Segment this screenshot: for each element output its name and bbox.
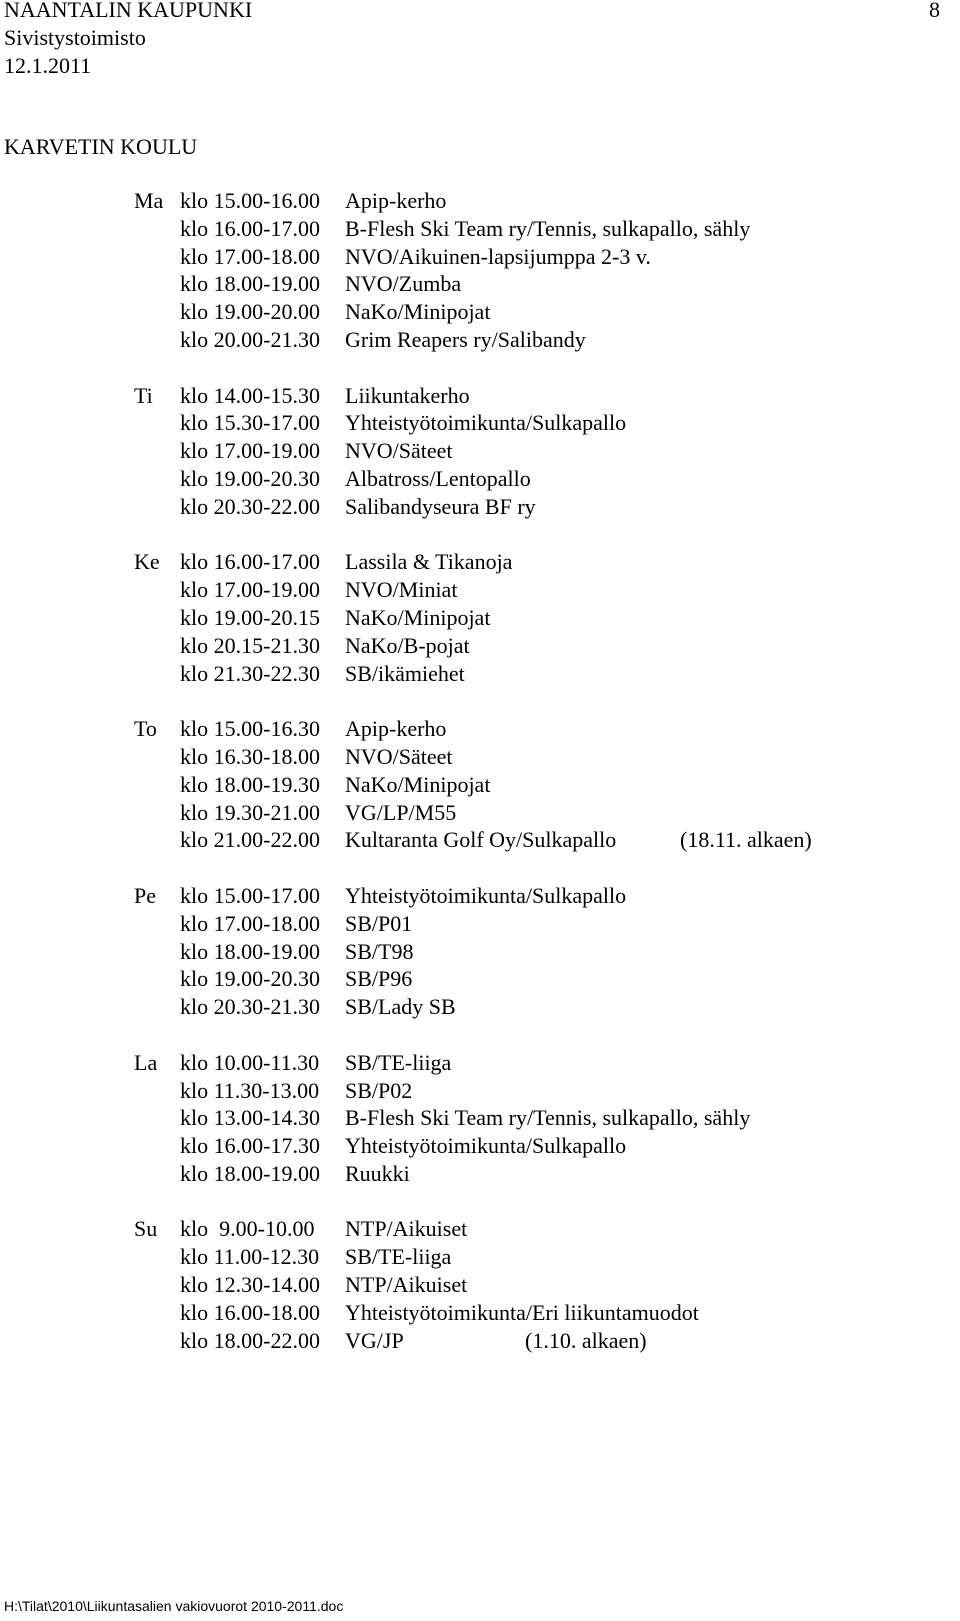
time-slot: klo 12.30-14.00 — [180, 1272, 320, 1298]
schedule-row — [0, 1271, 960, 1299]
time-slot: klo 10.00-11.30 — [180, 1049, 320, 1075]
schedule-row — [0, 771, 960, 799]
file-path-footer: H:\Tilat\2010\Liikuntasalien vakiovuorot 2010-2011.doc — [4, 1598, 344, 1614]
activity-name: Ruukki — [345, 1160, 410, 1186]
day-block — [0, 548, 960, 687]
schedule-row — [0, 993, 960, 1021]
activity-name: NaKo/Minipojat — [345, 299, 491, 325]
activity-name: SB/P02 — [345, 1077, 413, 1103]
activity-name: Yhteistyötoimikunta/Sulkapallo — [345, 882, 627, 908]
activity-name: SB/TE-liiga — [345, 1049, 452, 1075]
activity-name: SB/Lady SB — [345, 994, 456, 1020]
schedule-row — [0, 826, 960, 854]
activity-name: SB/P96 — [345, 966, 413, 992]
activity-name: NTP/Aikuiset — [345, 1216, 468, 1242]
time-slot: klo 16.00-17.00 — [180, 215, 320, 241]
day-block — [0, 715, 960, 854]
day-label: Ti — [134, 382, 153, 408]
schedule-row — [0, 799, 960, 827]
schedule-row — [0, 1104, 960, 1132]
schedule-row — [0, 270, 960, 298]
activity-name: NaKo/B-pojat — [345, 632, 470, 658]
time-slot: klo 16.00-17.30 — [180, 1133, 320, 1159]
day-block — [0, 882, 960, 1021]
day-label: To — [134, 716, 157, 742]
time-slot: klo 19.00-20.00 — [180, 299, 320, 325]
time-slot: klo 20.15-21.30 — [180, 632, 320, 658]
time-slot: klo 9.00-10.00 — [180, 1216, 315, 1242]
activity-name: SB/P01 — [345, 910, 413, 936]
document-date: 12.1.2011 — [4, 53, 92, 78]
schedule-row — [0, 465, 960, 493]
day-label: Ke — [134, 549, 160, 575]
day-separator — [0, 521, 960, 549]
activity-name: SB/TE-liiga — [345, 1244, 452, 1270]
time-slot: klo 18.00-19.00 — [180, 271, 320, 297]
time-slot: klo 21.00-22.00 — [180, 827, 320, 853]
schedule-row — [0, 1243, 960, 1271]
day-separator — [0, 354, 960, 382]
day-separator — [0, 1021, 960, 1049]
schedule-row — [0, 409, 960, 437]
time-slot: klo 16.00-17.00 — [180, 549, 320, 575]
time-slot: klo 15.00-16.30 — [180, 716, 320, 742]
activity-name: NVO/Aikuinen-lapsijumppa 2-3 v. — [345, 243, 651, 269]
schedule-row — [0, 215, 960, 243]
day-separator — [0, 854, 960, 882]
time-slot: klo 19.00-20.30 — [180, 465, 320, 491]
school-title: KARVETIN KOULU — [4, 134, 198, 159]
time-slot: klo 16.30-18.00 — [180, 743, 320, 769]
schedule-row — [0, 243, 960, 271]
time-slot: klo 18.00-19.00 — [180, 938, 320, 964]
schedule-row — [0, 1160, 960, 1188]
activity-name: B-Flesh Ski Team ry/Tennis, sulkapallo, sähly — [345, 1105, 751, 1131]
activity-name: Kultaranta Golf Oy/Sulkapallo — [345, 827, 617, 853]
schedule-row — [0, 548, 960, 576]
department-name: Sivistystoimisto — [4, 25, 146, 50]
activity-name: NVO/Miniat — [345, 577, 458, 603]
time-slot: klo 18.00-19.00 — [180, 1160, 320, 1186]
start-date-note: (18.11. alkaen) — [680, 827, 812, 853]
schedule-row — [0, 715, 960, 743]
schedule-row — [0, 326, 960, 354]
activity-name: NaKo/Minipojat — [345, 771, 491, 797]
schedule-row — [0, 965, 960, 993]
activity-name: SB/ikämiehet — [345, 660, 465, 686]
activity-name: NVO/Säteet — [345, 438, 453, 464]
schedule-row — [0, 660, 960, 688]
day-label: La — [134, 1049, 158, 1075]
activity-name: NVO/Säteet — [345, 743, 453, 769]
schedule-row — [0, 1327, 960, 1355]
page-number: 8 — [929, 0, 940, 22]
activity-name: VG/LP/M55 — [345, 799, 457, 825]
day-block — [0, 1215, 960, 1354]
organization-name: NAANTALIN KAUPUNKI — [4, 0, 253, 22]
time-slot: klo 17.00-18.00 — [180, 243, 320, 269]
schedule-row — [0, 743, 960, 771]
activity-name: B-Flesh Ski Team ry/Tennis, sulkapallo, sähly — [345, 215, 751, 241]
time-slot: klo 20.30-22.00 — [180, 493, 320, 519]
time-slot: klo 15.00-17.00 — [180, 882, 320, 908]
activity-name: Albatross/Lentopallo — [345, 465, 531, 491]
day-separator — [0, 687, 960, 715]
activity-name: NVO/Zumba — [345, 271, 462, 297]
time-slot: klo 21.30-22.30 — [180, 660, 320, 686]
activity-name: Liikuntakerho — [345, 382, 470, 408]
activity-name: Apip-kerho — [345, 188, 447, 213]
schedule-row — [0, 437, 960, 465]
schedule-row — [0, 1215, 960, 1243]
time-slot: klo 16.00-18.00 — [180, 1299, 320, 1325]
schedule-row — [0, 1132, 960, 1160]
activity-name: Yhteistyötoimikunta/Sulkapallo — [345, 1133, 627, 1159]
activity-name: Lassila & Tikanoja — [345, 549, 513, 575]
time-slot: klo 15.00-16.00 — [180, 188, 320, 213]
time-slot: klo 18.00-22.00 — [180, 1327, 320, 1353]
time-slot: klo 19.30-21.00 — [180, 799, 320, 825]
time-slot: klo 13.00-14.30 — [180, 1105, 320, 1131]
schedule-row — [0, 938, 960, 966]
schedule-row — [0, 187, 960, 215]
time-slot: klo 18.00-19.30 — [180, 771, 320, 797]
activity-name: NTP/Aikuiset — [345, 1272, 468, 1298]
day-label: Ma — [134, 188, 164, 213]
weekly-schedule — [0, 187, 960, 1354]
schedule-row — [0, 382, 960, 410]
time-slot: klo 20.30-21.30 — [180, 994, 320, 1020]
time-slot: klo 11.30-13.00 — [180, 1077, 320, 1103]
schedule-row — [0, 298, 960, 326]
activity-name: Yhteistyötoimikunta/Sulkapallo — [345, 410, 627, 436]
activity-name: Apip-kerho — [345, 716, 447, 742]
time-slot: klo 17.00-19.00 — [180, 577, 320, 603]
activity-name: Yhteistyötoimikunta/Eri liikuntamuodot — [345, 1299, 699, 1325]
time-slot: klo 17.00-18.00 — [180, 910, 320, 936]
time-slot: klo 17.00-19.00 — [180, 438, 320, 464]
schedule-row — [0, 910, 960, 938]
schedule-row — [0, 1049, 960, 1077]
day-separator — [0, 1188, 960, 1216]
time-slot: klo 14.00-15.30 — [180, 382, 320, 408]
schedule-row — [0, 632, 960, 660]
schedule-row — [0, 1077, 960, 1105]
day-block — [0, 382, 960, 521]
activity-name: Grim Reapers ry/Salibandy — [345, 326, 586, 352]
time-slot: klo 15.30-17.00 — [180, 410, 320, 436]
time-slot: klo 19.00-20.30 — [180, 966, 320, 992]
schedule-row — [0, 604, 960, 632]
activity-name: VG/JP — [345, 1327, 404, 1353]
schedule-row — [0, 493, 960, 521]
activity-name: SB/T98 — [345, 938, 414, 964]
schedule-row — [0, 882, 960, 910]
schedule-row — [0, 576, 960, 604]
start-date-note: (1.10. alkaen) — [525, 1327, 647, 1353]
activity-name: Salibandyseura BF ry — [345, 493, 536, 519]
day-label: Su — [134, 1216, 158, 1242]
day-block — [0, 1049, 960, 1188]
activity-name: NaKo/Minipojat — [345, 604, 491, 630]
time-slot: klo 20.00-21.30 — [180, 326, 320, 352]
day-block — [0, 187, 960, 354]
day-label: Pe — [134, 882, 156, 908]
schedule-row — [0, 1299, 960, 1327]
time-slot: klo 11.00-12.30 — [180, 1244, 320, 1270]
time-slot: klo 19.00-20.15 — [180, 604, 320, 630]
